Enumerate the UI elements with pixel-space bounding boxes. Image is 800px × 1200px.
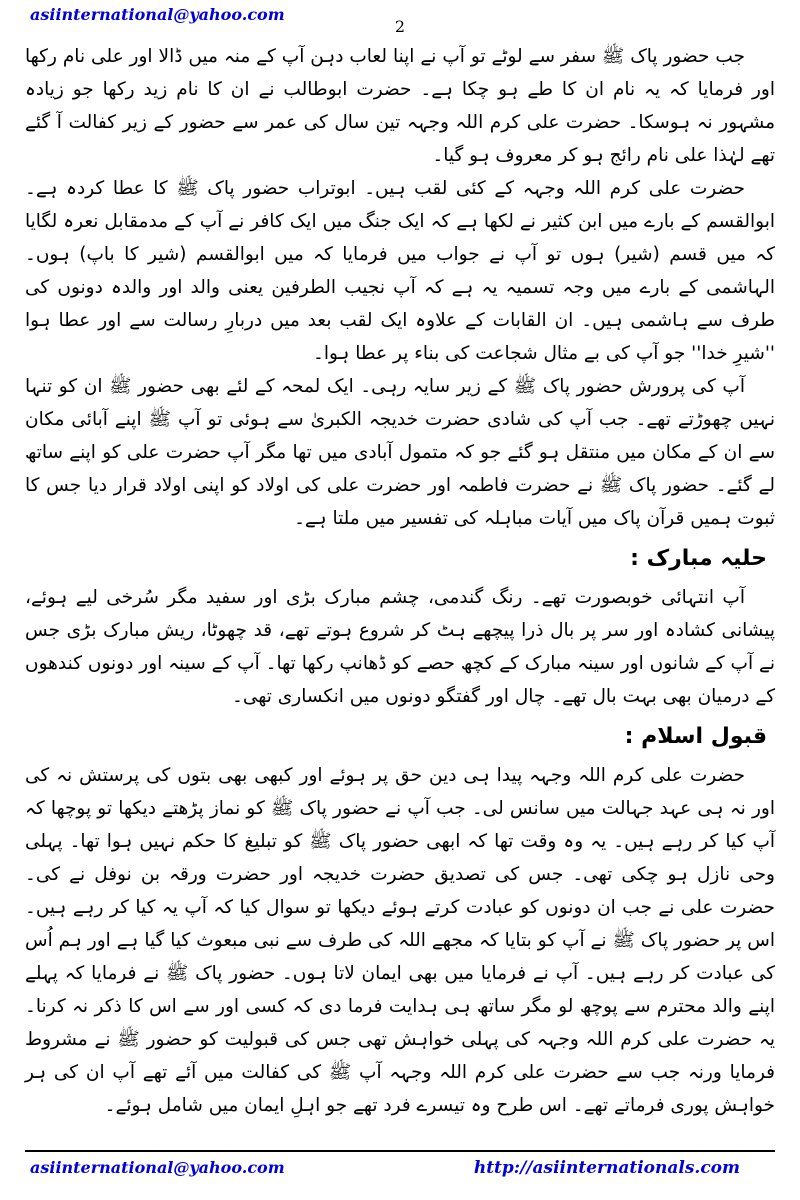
document-body — [25, 40, 775, 1122]
paragraph-naming-of-ali: جب حضور پاک ﷺ سفر سے لوٹے تو آپ نے اپنا لعاب دہن آپ کے منہ میں ڈالا اور علی نام رکھا اور فرمایا کہ یہ نام ان کا طے ہو چکا ہے۔ حضرت ابوطالب نے ان کا نام زید رکھا جو زیادہ مشہور نہ ہوسکا۔ حضرت علی کرم اللہ وجہہ تین سال کی عمر سے حضور کے زیر کفالت آ گئے تھے لہٰذا علی نام رائج ہو کر معروف ہو گیا۔ — [25, 46, 775, 166]
page-number: 2 — [394, 17, 406, 36]
heading-hulia-mubarak: حلیہ مبارک : — [630, 546, 767, 571]
footer-divider-line — [25, 1150, 775, 1152]
paragraph-appearance: آپ انتہائی خوبصورت تھے۔ رنگ گندمی، چشم مبارک بڑی اور سفید مگر سُرخی لیے ہوئے، پیشانی کشادہ اور سر پر بال ذرا پیچھے ہٹ کر شروع ہوتے تھے، قد چھوٹا، ریش مبارک بڑی جس نے آپ کے شانوں اور سینہ مبارک کے کچھ حصے کو ڈھانپ رکھا تھا۔ آپ کے سینہ اور دونوں کندھوں کے درمیان بھی بہت بال تھے۔ چال اور گفتگو دونوں میں انکساری تھی۔ — [25, 587, 775, 707]
paragraph-titles-of-ali: حضرت علی کرم اللہ وجہہ کے کئی لقب ہیں۔ ابوتراب حضور پاک ﷺ کا عطا کردہ ہے۔ ابوالقسم کے بارے میں ابن کثیر نے لکھا ہے کہ ایک جنگ میں ایک کافر نے آپ کے مدمقابل نعرہ لگایا کہ میں قسم (شیر) ہوں تو آپ نے جواب میں فرمایا کہ میں ابوالقسم (شیر کا باپ) ہوں۔ الہاشمی کے بارے میں وجہ تسمیہ یہ ہے کہ آپ نجیب الطرفین یعنی والد اور والدہ دونوں کی طرف سے ہاشمی ہیں۔ ان القابات کے علاوہ ایک لقب بعد میں دربارِ رسالت سے اور عطا ہوا ''شیرِ خدا'' جو آپ کی بے مثال شجاعت کی بناء پر عطا ہوا۔ — [25, 178, 775, 364]
footer-email-link[interactable]: asiinternational@yahoo.com — [30, 1158, 285, 1177]
heading-qubool-islam: قبول اسلام : — [624, 724, 767, 749]
footer-website-link[interactable]: http://asiinternationals.com — [473, 1158, 740, 1178]
paragraph-accepting-islam: حضرت علی کرم اللہ وجہہ پیدا ہی دین حق پر ہوئے اور کبھی بھی بتوں کی پرستش نہ کی اور نہ ہی عہد جہالت میں سانس لی۔ جب آپ نے حضور پاک ﷺ کو نماز پڑھتے دیکھا تو پوچھا کہ آپ کیا کر رہے ہیں۔ یہ وہ وقت تھا کہ ابھی حضور پاک ﷺ کو تبلیغ کا حکم نہیں ہوا تھا۔ پہلی وحی نازل ہو چکی تھی۔ جس کی تصدیق حضرت خدیجہ اور حضرت ورقہ بن نوفل نے کی۔ حضرت علی نے جب ان دونوں کو عبادت کرتے ہوئے دیکھا تو سوال کیا کہ آپ یہ کیا کر رہے ہیں۔ اس پر حضور پاک ﷺ نے آپ کو بتایا کہ مجھے اللہ کی طرف سے نبی مبعوث کیا گیا ہے اور ہم اُس کی عبادت کر رہے ہیں۔ آپ نے فرمایا میں بھی ایمان لاتا ہوں۔ حضور پاک ﷺ نے فرمایا کہ پہلے اپنے والد محترم سے پوچھ لو مگر ساتھ ہی ہدایت فرما دی کہ کسی اور سے اس کا ذکر نہ کرنا۔ یہ حضرت علی کرم اللہ وجہہ کی پہلی خواہش تھی جس کی قبولیت کو حضور ﷺ نے مشروط فرمایا ورنہ جب سے حضرت علی کرم اللہ وجہہ آپ ﷺ کی کفالت میں آئے تھے آپ ان کی ہر خواہش پوری فرماتے تھے۔ اس طرح وہ تیسرے فرد تھے جو اہلِ ایمان میں شامل ہوئے۔ — [25, 765, 775, 1116]
paragraph-upbringing: آپ کی پرورش حضور پاک ﷺ کے زیر سایہ رہی۔ ایک لمحہ کے لئے بھی حضور ﷺ ان کو تنہا نہیں چھوڑتے تھے۔ جب آپ کی شادی حضرت خدیجہ الکبریٰ سے ہوئی تو آپ ﷺ اپنے آبائی مکان سے ان کے مکان میں منتقل ہو گئے جو کہ متمول آبادی میں تھا مگر آپ حضرت علی کو اپنے ساتھ لے گئے۔ حضور پاک ﷺ نے حضرت فاطمہ اور حضرت علی کی اولاد کو اپنی اولاد قرار دیا جس کا ثبوت ہمیں قرآن پاک میں آیات مباہلہ کی تفسیر میں ملتا ہے۔ — [25, 376, 775, 529]
page-header — [0, 3, 800, 39]
header-email-link[interactable]: asiinternational@yahoo.com — [30, 5, 285, 24]
page-footer — [0, 1150, 800, 1200]
